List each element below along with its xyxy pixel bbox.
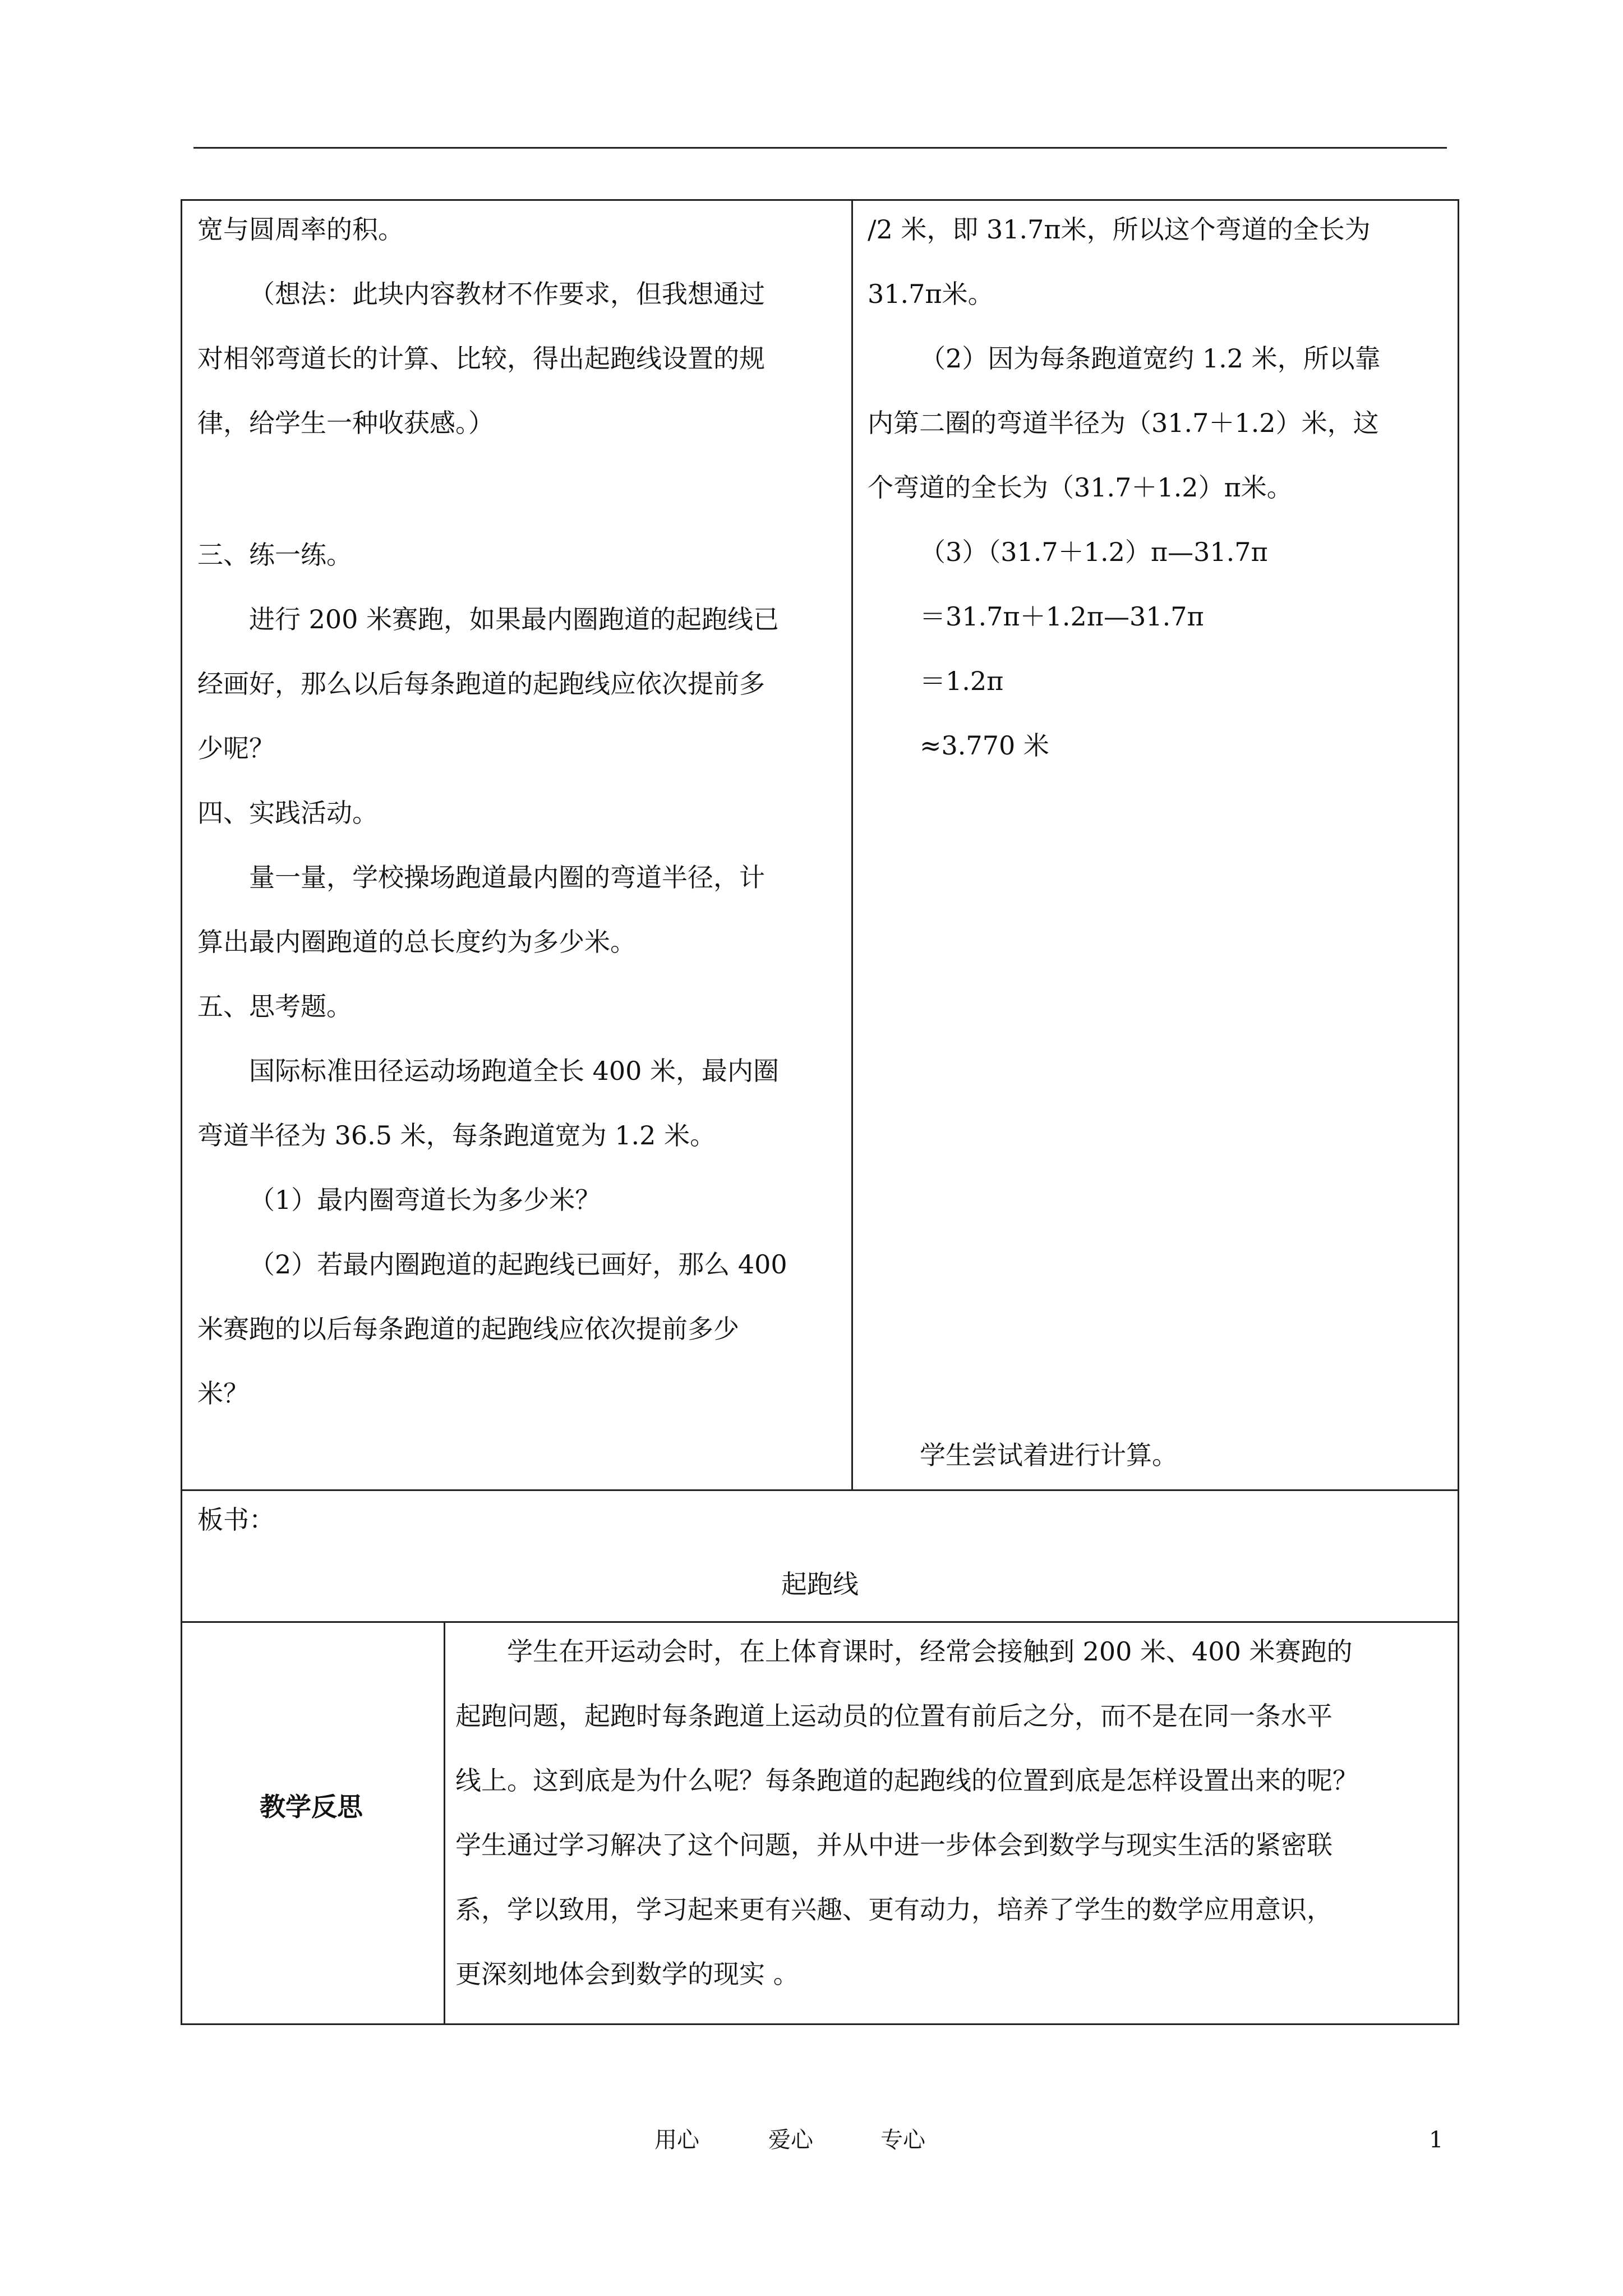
- right-line-0: /2 米，即 31.7π米，所以这个弯道的全长为: [868, 214, 1371, 245]
- left-line-15: （2）若最内圈跑道的起跑线已画好，那么 400: [249, 1249, 787, 1280]
- section-heading-practice: 三、练一练。: [197, 540, 352, 570]
- left-line-6: 经画好，那么以后每条跑道的起跑线应依次提前多: [197, 669, 765, 699]
- right-line-1: 31.7π米。: [868, 279, 994, 309]
- reflection-line-2: 线上。这到底是为什么呢？每条跑道的起跑线的位置到底是怎样设置出来的呢？: [455, 1765, 1358, 1796]
- right-line-2: （2）因为每条跑道宽约 1.2 米，所以靠: [920, 343, 1381, 374]
- footer-motto-3: 专心: [880, 2127, 925, 2153]
- reflection-heading: 教学反思: [260, 1792, 363, 1822]
- left-line-7: 少呢？: [197, 733, 275, 763]
- right-line-5: （3）（31.7＋1.2）π—31.7π: [920, 537, 1268, 567]
- right-line-3: 内第二圈的弯道半径为（31.7＋1.2）米，这: [868, 408, 1379, 438]
- right-line-8: ≈3.770 米: [920, 730, 1049, 761]
- reflection-line-3: 学生通过学习解决了这个问题，并从中进一步体会到数学与现实生活的紧密联: [455, 1830, 1332, 1860]
- left-line-13: 弯道半径为 36.5 米，每条跑道宽为 1.2 米。: [197, 1120, 716, 1151]
- left-line-12: 国际标准田径运动场跑道全长 400 米，最内圈: [249, 1056, 780, 1086]
- left-line-0: 宽与圆周率的积。: [197, 214, 404, 245]
- left-line-3: 律，给学生一种收获感。）: [197, 408, 494, 438]
- left-line-9: 量一量，学校操场跑道最内圈的弯道半径，计: [249, 862, 765, 892]
- reflection-divider: [444, 1623, 445, 2023]
- header-rule: [193, 147, 1447, 149]
- right-line-6: ＝31.7π＋1.2π—31.7π: [920, 601, 1204, 632]
- page-number: 1: [1429, 2127, 1444, 2153]
- reflection-cell: [181, 1621, 1459, 2025]
- left-line-16: 米赛跑的以后每条跑道的起跑线应依次提前多少: [197, 1314, 739, 1344]
- board-title: 起跑线: [781, 1569, 859, 1599]
- reflection-line-1: 起跑问题，起跑时每条跑道上运动员的位置有前后之分，而不是在同一条水平: [455, 1701, 1332, 1731]
- reflection-line-0: 学生在开运动会时，在上体育课时，经常会接触到 200 米、400 米赛跑的: [507, 1636, 1353, 1667]
- board-cell: [181, 1489, 1459, 1623]
- column-divider: [851, 201, 853, 1489]
- footer-motto-2: 爱心: [768, 2127, 813, 2153]
- lesson-table: [181, 199, 1459, 1491]
- right-line-9: 学生尝试着进行计算。: [920, 1440, 1178, 1470]
- footer-motto-1: 用心: [654, 2127, 699, 2153]
- section-heading-thinking: 五、思考题。: [197, 991, 352, 1022]
- left-line-2: 对相邻弯道长的计算、比较，得出起跑线设置的规: [197, 343, 765, 374]
- left-line-10: 算出最内圈跑道的总长度约为多少米。: [197, 927, 636, 957]
- section-heading-activity: 四、实践活动。: [197, 798, 378, 828]
- left-line-17: 米？: [197, 1378, 249, 1409]
- left-line-5: 进行 200 米赛跑，如果最内圈跑道的起跑线已: [249, 604, 780, 634]
- right-line-4: 个弯道的全长为（31.7＋1.2）π米。: [868, 472, 1293, 503]
- board-label: 板书：: [197, 1504, 275, 1535]
- reflection-line-4: 系，学以致用，学习起来更有兴趣、更有动力，培养了学生的数学应用意识，: [455, 1894, 1332, 1925]
- left-line-14: （1）最内圈弯道长为多少米？: [249, 1185, 601, 1215]
- right-line-7: ＝1.2π: [920, 666, 1004, 696]
- reflection-line-5: 更深刻地体会到数学的现实 。: [455, 1959, 799, 1989]
- left-line-1: （想法：此块内容教材不作要求，但我想通过: [249, 279, 765, 309]
